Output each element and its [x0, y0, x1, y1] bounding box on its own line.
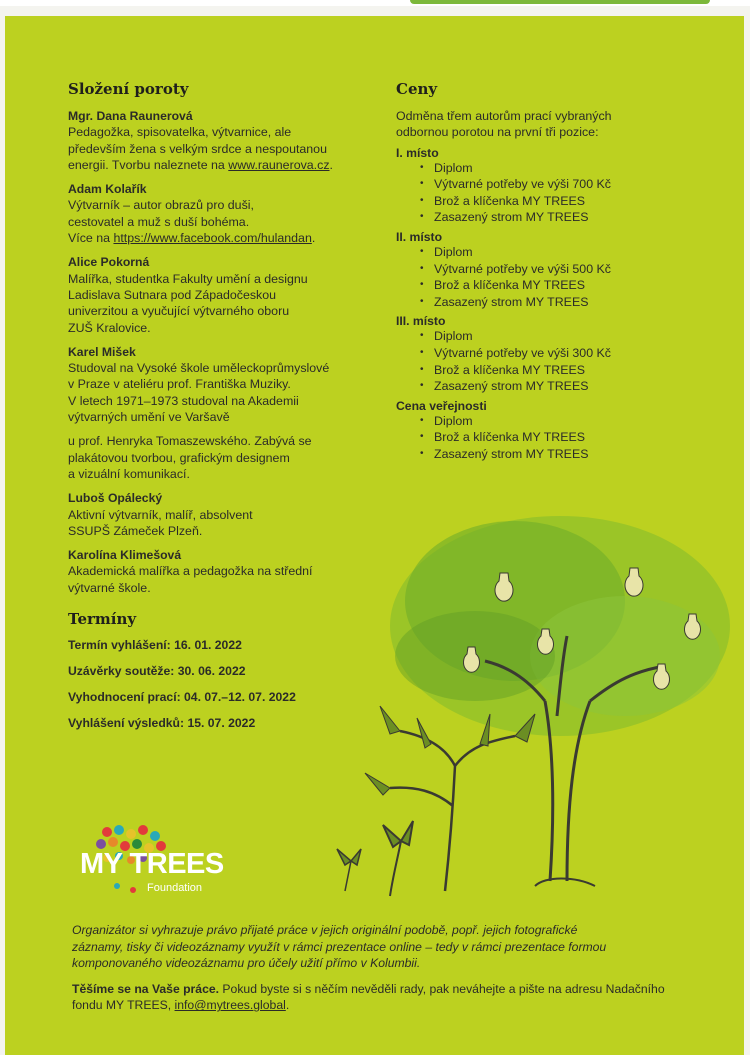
facebook-link[interactable]: https://www.facebook.com/hulandan — [113, 231, 312, 246]
desc-text: Pedagožka, spisovatelka, výtvarnice, ale především žena s velkým srdce a nespoutanou energii. Tvorbu naleznete na — [68, 125, 327, 172]
prize-list — [396, 328, 696, 394]
prize-item: • Zasazený strom MY TREES — [420, 209, 696, 226]
desc-end: . — [311, 231, 316, 246]
prize-item: • Brož a klíčenka MY TREES — [420, 193, 696, 210]
logo-name: MY TREES — [80, 848, 224, 880]
footer — [72, 922, 682, 1014]
closing-bold: Těšíme se na Vaše práce. — [72, 981, 220, 996]
prize-item: • Brož a klíčenka MY TREES — [420, 277, 696, 294]
term-item: Vyhlášení výsledků: 15. 07. 2022 — [68, 716, 256, 731]
foliage-strip — [410, 0, 710, 4]
term-item: Termín vyhlášení: 16. 01. 2022 — [68, 638, 242, 653]
prize-list — [396, 160, 696, 226]
prize-item: • Zasazený strom MY TREES — [420, 446, 696, 463]
jury-member-desc: Malířka, studentka Fakulty umění a designu Ladislava Sutnara pod Západočeskou univerzitou a vyučující výtvarného oboru ZUŠ Kralovice. — [68, 271, 308, 335]
jury-member-name: Adam Kolařík — [68, 182, 147, 197]
prize-item: • Diplom — [420, 160, 696, 177]
place-title: I. místo — [396, 145, 439, 160]
jury-member-desc: Studoval na Vysoké škole uměleckoprůmyslové v Praze v ateliéru prof. Františka Muziky. V letech 1971–1973 studoval na Akademii výtvarných umění ve Varšavě — [68, 361, 330, 425]
jury-member-name: Alice Pokorná — [68, 255, 150, 270]
prize-item: • Výtvarné potřeby ve výši 500 Kč — [420, 261, 696, 278]
jury-member-desc-continued: u prof. Henryka Tomaszewského. Zabývá se plakátovou tvorbou, grafickým designem a vizuální komunikací. — [68, 434, 312, 481]
logo-sub: Foundation — [147, 882, 203, 894]
closing-text: Pokud byste si s něčím nevěděli rady, pak neváhejte a pište na adresu Nadačního fondu MY TREES, — [72, 981, 665, 1013]
top-image-strip — [0, 0, 750, 6]
jury-member-desc — [68, 197, 388, 246]
prize-item: • Brož a klíčenka MY TREES — [420, 429, 696, 446]
jury-member-name: Mgr. Dana Raunerová — [68, 109, 193, 123]
jury-member-name: Karel Mišek — [68, 344, 136, 359]
jury-member-desc — [68, 124, 388, 173]
jury-member-name: Luboš Opálecký — [68, 491, 163, 506]
raunerova-link[interactable]: www.raunerova.cz — [228, 157, 330, 172]
poster — [5, 16, 744, 1055]
term-item: Vyhodnocení prací: 04. 07.–12. 07. 2022 — [68, 690, 296, 705]
place-title: II. místo — [396, 229, 443, 244]
prize-item: • Diplom — [420, 244, 696, 261]
prize-item: • Výtvarné potřeby ve výši 300 Kč — [420, 345, 696, 362]
organizer-note: Organizátor si vyhrazuje právo přijaté práce v jejich originální podobě, popř. jejich fotografické záznamy, tisky či videozáznamy využít v rámci prezentace online – tedy v rámci prezentace formou komponovaného videozáznamu pro účely užití přímo v Kolumbii. — [72, 923, 607, 971]
place-title: Cena veřejnosti — [396, 398, 487, 413]
prize-list — [396, 413, 696, 463]
desc-text: Výtvarník – autor obrazů pro duši, cestovatel a muž s duší bohéma. Více na — [68, 198, 254, 246]
jury-member-desc: Akademická malířka a pedagožka na střední výtvarné škole. — [68, 564, 313, 595]
prizes-title: Ceny — [396, 80, 438, 98]
prize-item: • Brož a klíčenka MY TREES — [420, 362, 696, 379]
prize-item: • Zasazený strom MY TREES — [420, 294, 696, 311]
prize-list — [396, 244, 696, 310]
jury-title: Složení poroty — [68, 80, 189, 98]
prize-item: • Výtvarné potřeby ve výši 700 Kč — [420, 176, 696, 193]
email-link[interactable]: info@mytrees.global — [174, 998, 286, 1013]
closing-end: . — [285, 998, 290, 1013]
jury-member — [68, 344, 388, 482]
tree-illustration — [305, 486, 744, 906]
jury-member — [68, 108, 388, 173]
prize-item: • Zasazený strom MY TREES — [420, 378, 696, 395]
closing-paragraph — [72, 981, 682, 1014]
prize-item: • Diplom — [420, 328, 696, 345]
place-title: III. místo — [396, 314, 446, 329]
prize-item: • Diplom — [420, 413, 696, 430]
jury-member-name: Karolína Klimešová — [68, 548, 182, 563]
jury-member — [68, 254, 388, 335]
right-column — [396, 80, 696, 467]
desc-end: . — [329, 157, 333, 172]
prizes-intro: Odměna třem autorům prací vybraných odbornou porotou na první tři pozice: — [396, 109, 612, 140]
jury-member — [68, 181, 388, 246]
term-item: Uzávěrky soutěže: 30. 06. 2022 — [68, 664, 246, 679]
jury-member-desc: Aktivní výtvarník, malíř, absolvent SSUPŠ Zámeček Plzeň. — [68, 507, 253, 538]
terms-title: Termíny — [68, 610, 137, 629]
